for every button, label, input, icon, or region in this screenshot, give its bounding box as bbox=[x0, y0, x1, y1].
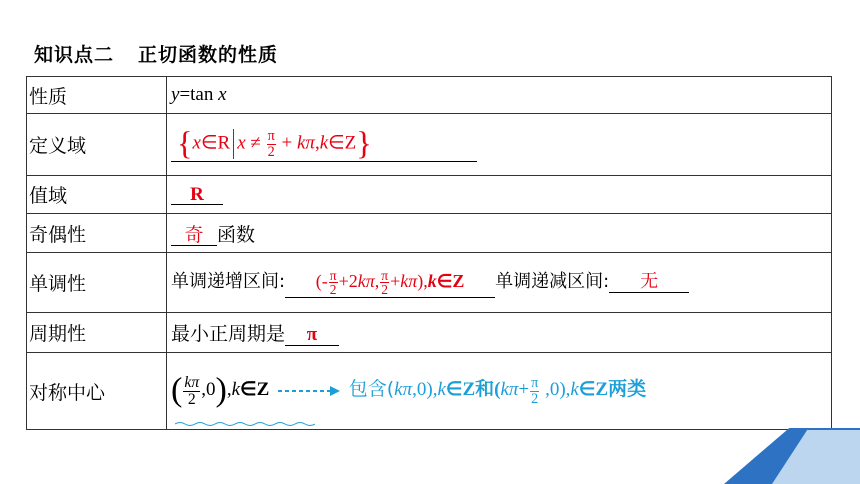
wavy-underline bbox=[175, 421, 315, 427]
period-answer: π bbox=[285, 325, 339, 346]
domain-cell bbox=[167, 114, 832, 176]
decreasing-label: 单调递减区间: bbox=[495, 271, 610, 293]
row-label-period: 周期性 bbox=[27, 313, 167, 353]
center-note: 包含(kπ,0),k∈Z和(kπ+ $\frac{\pi}{2}$ ,0),k∈Z两类 bbox=[348, 375, 647, 407]
decreasing-answer: 无 bbox=[609, 273, 689, 293]
table-row-monotonicity bbox=[27, 253, 832, 313]
row-label-parity: 奇偶性 bbox=[27, 214, 167, 253]
center-cell bbox=[167, 353, 832, 430]
row-label-center: 对称中心 bbox=[27, 353, 167, 430]
increasing-label: 单调递增区间: bbox=[171, 271, 286, 293]
row-label-nature: 性质 bbox=[27, 77, 167, 114]
period-prefix: 最小正周期是 bbox=[171, 323, 286, 345]
arrow-right-icon bbox=[276, 385, 342, 397]
range-answer: R bbox=[171, 185, 223, 206]
table-row-period bbox=[27, 313, 832, 353]
section-heading: 正切函数的性质 bbox=[138, 44, 279, 66]
table-row-center bbox=[27, 353, 832, 430]
table-row-parity bbox=[27, 214, 832, 253]
function-expression: y=tan x bbox=[167, 77, 832, 114]
increasing-answer: (- $\frac{\pi}{2}$ +2kπ, $\frac{\pi}{2}$ +kπ),k∈Z bbox=[285, 269, 495, 298]
section-title bbox=[34, 40, 278, 67]
table-row-range bbox=[27, 176, 832, 214]
properties-table bbox=[26, 76, 832, 430]
section-number: 知识点二 bbox=[34, 44, 115, 66]
row-label-mono: 单调性 bbox=[27, 253, 167, 313]
row-label-range: 值域 bbox=[27, 176, 167, 214]
parity-suffix: 函数 bbox=[217, 223, 256, 246]
center-formula: ( $\frac{k\pi}{2}$ ,0),k∈Z bbox=[171, 372, 270, 409]
row-label-domain: 定义域 bbox=[27, 114, 167, 176]
parity-answer: 奇 bbox=[171, 226, 217, 247]
domain-answer: {x∈R x ≠ $\frac{\pi}{2}$ + kπ,k∈Z} bbox=[171, 127, 477, 162]
table-row-domain bbox=[27, 114, 832, 176]
table-row-nature bbox=[27, 77, 832, 114]
